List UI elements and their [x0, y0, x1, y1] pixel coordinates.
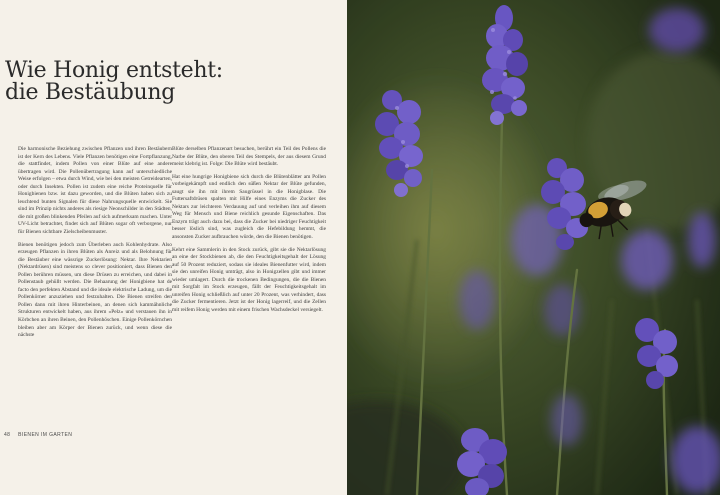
page-title — [5, 60, 223, 104]
right-page — [347, 0, 720, 495]
lavender-bee-photo — [347, 0, 720, 495]
paragraph: Blüte derselben Pflanzenart besuchen, berührt ein Teil des Pollens die Narbe der Blüte, den oberen Teil des Stempels, der aus diesem Grund meist klebrig ist. Folge: Die Blüte wird bestäubt. — [172, 146, 326, 168]
paragraph: Bienen benötigen jedoch zum Überleben auch Kohlenhydrate. Also erzeugen Pflanzen in ihren Blüten als Anreiz und als Belohnung für die Bestäuber eine wässrige Zuckerlösung: Nektar. Ihre Nektarien (Nektardrüsen) sind meistens so clever positioniert, dass Bienen den Pollen berühren müssen, um diese Drüsen zu erreichen, und dabei in Pollenstaub gehüllt werden. Die Behaarung der Honigbiene hat de facto den perfekten Abstand und die ideale elektrische Ladung, um die Pollenkörner anzuziehen und festzuhalten. Die Bienen streifen den Pollen dann mit ihren Hinterbeinen, an denen sich kammähnliche Strukturen entwickelt haben, aus ihrem »Pelz« und verstauen ihn in Körbchen an ihren Beinen, den Pollenhöschen. Einige Pollenkörnchen bleiben aber am Körper der Bienen zurück, und wenn diese die nächste — [18, 241, 172, 339]
paragraph: Die harmonische Beziehung zwischen Pflanzen und ihren Bestäubern ist der Kern des Lebens. Viele Pflanzen benötigen eine Fortpflanzung, die stattfindet, indem Pollen von einer Blüte auf eine andere übertragen wird. Die Pollenübertragung kann auf unterschiedliche Weise erfolgen – etwa durch Wind, wie bei den meisten Getreidearten, oder durch Insekten. Pollen ist zudem eine reiche Proteinquelle für Honigbienen bzw. ist dazu geworden, und die Blüten haben sich zu leuchtend bunten Signalen für diese Nahrungsquelle entwickelt. Sie sind im Prinzip nichts anderes als riesige Neonschilder in den Städten, die mit großen blinkenden Pfeilen auf sich aufmerksam machen. Unter UV-Licht betrachtet, findet sich auf Blüten sogar oft verborgene, nur für Bienen sichtbare Zielscheibenmuster. — [18, 146, 173, 236]
page-number: 48 — [4, 432, 11, 438]
paragraph: Kehrt eine Sammlerin in den Stock zurück, gibt sie die Nektarlösung an eine der Stockbienen ab, die den Feuchtigkeitsgehalt der Lösung auf 50 Prozent reduziert, sodass sie ideales Bienenfutter wird, indem sie den unreifen Honig umträgt, also in Honigzellen gibt und immer wieder umlagert. Durch die trockenen Bedingungen, die die Bienen mit Sorgfalt im Stock erzeugen, fällt der Feuchtigkeitsgehalt im unreifen Honig schließlich auf unter 20 Prozent, was verhindert, dass die Zucker fermentieren. Jetzt ist der Honig lagerreif, und die Zellen mit reifem Honig werden mit einem frischen Wachsdeckel versiegelt. — [172, 246, 326, 313]
text-column-1 — [18, 146, 172, 345]
running-head: BIENEN IM GARTEN — [18, 432, 73, 438]
left-page — [0, 0, 347, 495]
text-column-2 — [172, 146, 326, 319]
title-line-1: Wie Honig entsteht: — [5, 58, 223, 83]
page-footer — [4, 432, 72, 438]
paragraph: Hat eine hungrige Honigbiene sich durch die Blütenblätter am Pollen vorbeigekämpft und endlich den süßen Nektar der Blüte gefunden, saugt sie ihn mit ihrem Saugrüssel in die Honigblase. Die Futtersaftdrüsen spalten mit Hilfe eines Enzyms die Zucker des Nektars zur leichteren Verdauung auf und verleihen ihm auf diesem Weg für Mensch und Biene reichlich gesunde Eigenschaften. Das Enzym trägt auch dazu bei, dass die Zucker bei niedriger Feuchtigkeit besser löslich sind, was zugleich die Hefebildung hemmt, die ansonsten Zucker aufbrauchen würde, den die Bienen benötigen. — [172, 173, 326, 241]
title-line-2: die Bestäubung — [5, 80, 176, 105]
